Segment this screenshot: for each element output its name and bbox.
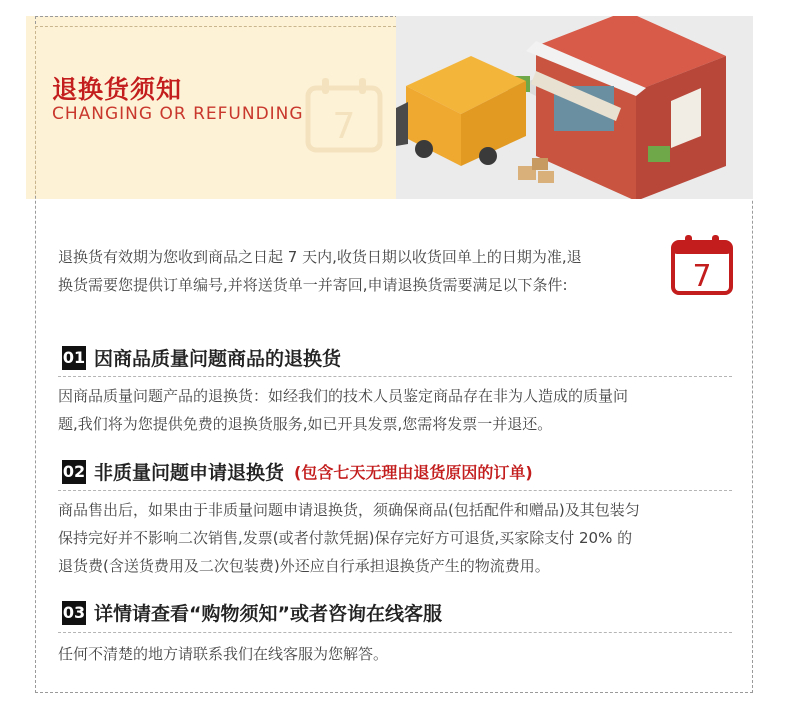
section-title-03 bbox=[62, 599, 442, 626]
svg-text:7: 7 bbox=[332, 106, 356, 147]
section-body-03 bbox=[58, 640, 738, 668]
calendar-number: 7 bbox=[692, 259, 712, 294]
section-line: 保持完好并不影响二次销售,发票(或者付款凭据)保存完好方可退货,买家除支付 20% 的 bbox=[58, 529, 633, 547]
intro-paragraph bbox=[58, 243, 648, 299]
section-line: 题,我们将为您提供免费的退换货服务,如已开具发票,您需将发票一并退还。 bbox=[58, 415, 553, 433]
section-line: 任何不清楚的地方请联系我们在线客服为您解答。 bbox=[58, 645, 389, 663]
section-body-02 bbox=[58, 496, 738, 580]
section-title-01 bbox=[62, 344, 341, 371]
shop-truck-illustration bbox=[396, 16, 753, 199]
section-body-01 bbox=[58, 382, 738, 438]
section-line: 商品售出后，如果由于非质量问题申请退换货，须确保商品(包括配件和赠品)及其包装匀 bbox=[58, 501, 640, 519]
page-title: 退换货须知 bbox=[52, 75, 183, 104]
section-divider bbox=[58, 632, 732, 633]
section-line: 因商品质量问题产品的退换货：如经我们的技术人员鉴定商品存在非为人造成的质量问 bbox=[58, 387, 629, 405]
section-number: 01 bbox=[62, 346, 86, 370]
calendar-icon bbox=[670, 234, 734, 296]
section-heading: 因商品质量问题商品的退换货 bbox=[94, 348, 342, 370]
section-note: (包含七天无理由退货原因的订单) bbox=[294, 463, 533, 482]
section-divider bbox=[58, 490, 732, 491]
section-heading: 非质量问题申请退换货 bbox=[94, 462, 285, 484]
intro-line: 换货需要您提供订单编号,并将送货单一并寄回,申请退换货需要满足以下条件: bbox=[58, 276, 568, 294]
calendar-watermark-icon bbox=[300, 76, 388, 156]
section-heading: 详情请查看“购物须知”或者咨询在线客服 bbox=[94, 603, 442, 625]
page-subtitle: CHANGING OR REFUNDING bbox=[52, 104, 304, 124]
section-number: 03 bbox=[62, 601, 86, 625]
section-number: 02 bbox=[62, 460, 86, 484]
intro-line: 退换货有效期为您收到商品之日起 7 天内,收货日期以收货回单上的日期为准,退 bbox=[58, 248, 582, 266]
section-title-02 bbox=[62, 458, 533, 485]
section-divider bbox=[58, 376, 732, 377]
section-line: 退货费(含送货费用及二次包装费)外还应自行承担退换货产生的物流费用。 bbox=[58, 557, 550, 575]
